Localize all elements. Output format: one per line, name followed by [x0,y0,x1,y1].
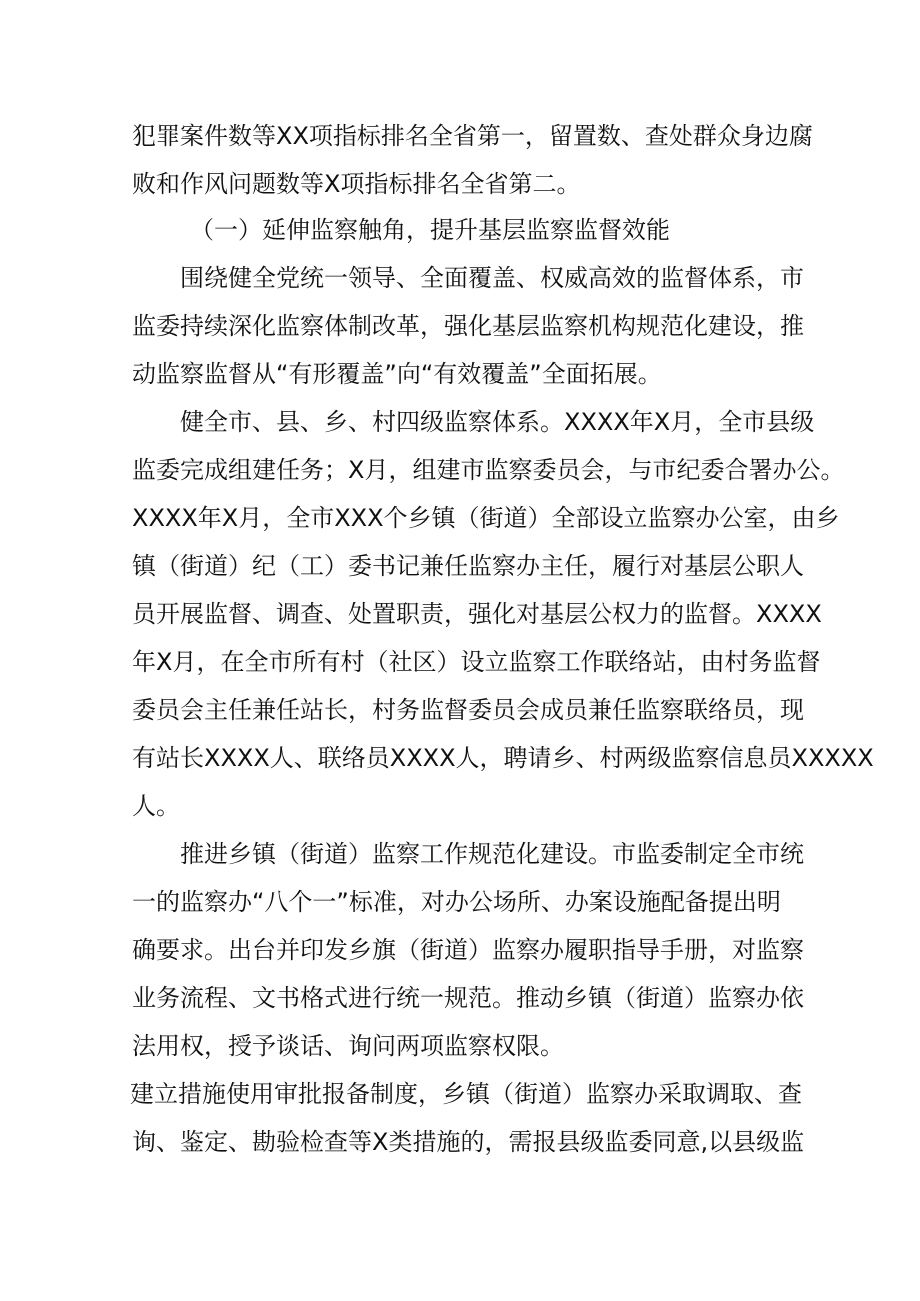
text-line: 年X月，在全市所有村（社区）设立监察工作联络站，由村务监督 [132,648,821,676]
text-line: 动监察监督从“有形覆盖”向“有效覆盖”全面拓展。 [132,360,662,388]
text-line: 围绕健全党统一领导、全面覆盖、权威高效的监督体系，市 [180,264,804,292]
text-line: 健全市、县、乡、村四级监察体系。XXXX年X月，全市县级 [180,408,815,436]
text-line: 人。 [132,792,180,820]
text-line: 监委完成组建任务；X月，组建市监察委员会，与市纪委合署办公。 [132,456,845,484]
text-line: 业务流程、文书格式进行统一规范。推动乡镇（街道）监察办依 [132,984,804,1012]
text-line: 一的监察办“八个一”标准，对办公场所、办案设施配备提出明 [132,888,781,916]
text-line: 员开展监督、调查、处置职责，强化对基层公权力的监督。XXXX [132,600,822,628]
text-line: 询、鉴定、勘验检查等X类措施的，需报县级监委同意,以县级监 [132,1128,805,1156]
text-line: 败和作风问题数等X项指标排名全省第二。 [132,170,581,198]
text-line: 有站长XXXX人、联络员XXXX人，聘请乡、村两级监察信息员XXXXX [132,744,874,772]
text-line: 法用权，授予谈话、询问两项监察权限。 [132,1032,564,1060]
text-line: 建立措施使用审批报备制度，乡镇（街道）监察办采取调取、查 [130,1080,802,1108]
text-line: 确要求。出台并印发乡旗（街道）监察办履职指导手册，对监察 [132,936,804,964]
text-line: 委员会主任兼任站长，村务监督委员会成员兼任监察联络员，现 [132,696,804,724]
text-line: 镇（街道）纪（工）委书记兼任监察办主任，履行对基层公职人 [132,552,804,580]
text-line: 犯罪案件数等XX项指标排名全省第一，留置数、查处群众身边腐 [132,122,813,150]
text-line: 推进乡镇（街道）监察工作规范化建设。市监委制定全市统 [180,840,804,868]
text-line: XXXX年X月，全市XXX个乡镇（街道）全部设立监察办公室，由乡 [132,504,840,532]
text-line: 监委持续深化监察体制改革，强化基层监察机构规范化建设，推 [132,312,804,340]
section-heading: （一）延伸监察触角，提升基层监察监督效能 [190,216,670,244]
